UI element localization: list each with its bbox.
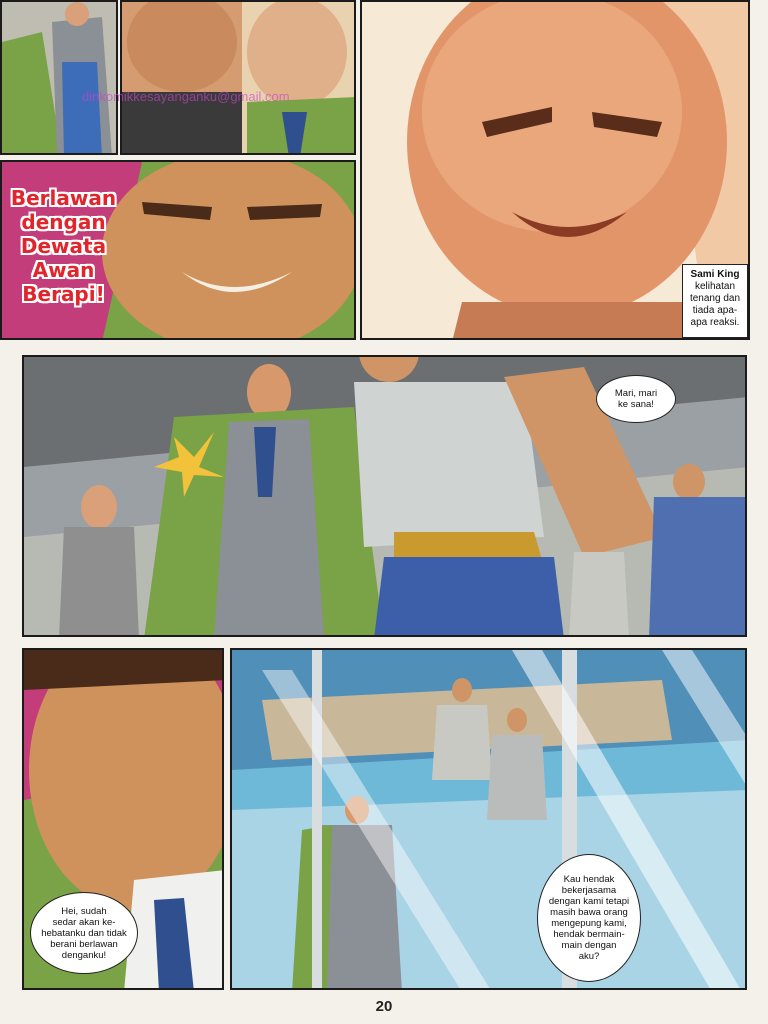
bubble-line: masih bawa orang bbox=[550, 907, 628, 918]
speech-bubble-hei bbox=[30, 892, 138, 974]
bubble-line: Mari, mari bbox=[614, 388, 658, 399]
bubble-line: aku? bbox=[578, 951, 600, 962]
panel-1 bbox=[0, 0, 118, 155]
title-line: dengan bbox=[21, 210, 106, 234]
bubble-line: main dengan bbox=[561, 940, 617, 951]
narration-line: tenang dan bbox=[689, 293, 741, 304]
panel-6 bbox=[22, 648, 224, 990]
title-line: Berapi! bbox=[22, 282, 105, 306]
panel-7-art bbox=[232, 650, 747, 990]
bubble-line: berani berlawan bbox=[50, 938, 118, 950]
bubble-line: Kau hendak bbox=[563, 874, 615, 885]
panel-3 bbox=[360, 0, 750, 340]
title-caption bbox=[6, 186, 121, 306]
narration-line: tiada apa- bbox=[692, 305, 738, 316]
panel-4 bbox=[0, 160, 356, 340]
narration-name: Sami King bbox=[690, 269, 740, 280]
bubble-line: mengepung kami, bbox=[551, 918, 627, 929]
bubble-line: ke sana! bbox=[618, 399, 654, 410]
speech-bubble-mari bbox=[596, 375, 676, 423]
panel-5 bbox=[22, 355, 747, 637]
bubble-line: sedar akan ke- bbox=[52, 916, 116, 928]
panel-2 bbox=[120, 0, 356, 155]
bubble-line: hebatanku dan tidak bbox=[41, 927, 127, 939]
bubble-line: hendak bermain- bbox=[553, 929, 625, 940]
title-line: Dewata bbox=[20, 234, 107, 258]
bubble-line: bekerjasama bbox=[561, 885, 617, 896]
page-number: 20 bbox=[375, 998, 393, 1015]
panel-1-art bbox=[2, 2, 118, 155]
narration-line: apa reaksi. bbox=[690, 317, 740, 328]
narration-line: kelihatan bbox=[694, 281, 736, 292]
title-line: Awan bbox=[32, 258, 95, 282]
panel-2-art bbox=[122, 2, 356, 155]
watermark-email: dinkomikkesayanganku@gmail.com bbox=[82, 89, 290, 104]
panel-7 bbox=[230, 648, 747, 990]
bubble-line: denganku! bbox=[61, 949, 107, 961]
title-line: Berlawan bbox=[10, 186, 117, 210]
speech-bubble-kau bbox=[537, 854, 641, 982]
bubble-line: Hei, sudah bbox=[61, 905, 107, 917]
bubble-line: dengan kami tetapi bbox=[548, 896, 630, 907]
narration-caption bbox=[682, 264, 748, 338]
